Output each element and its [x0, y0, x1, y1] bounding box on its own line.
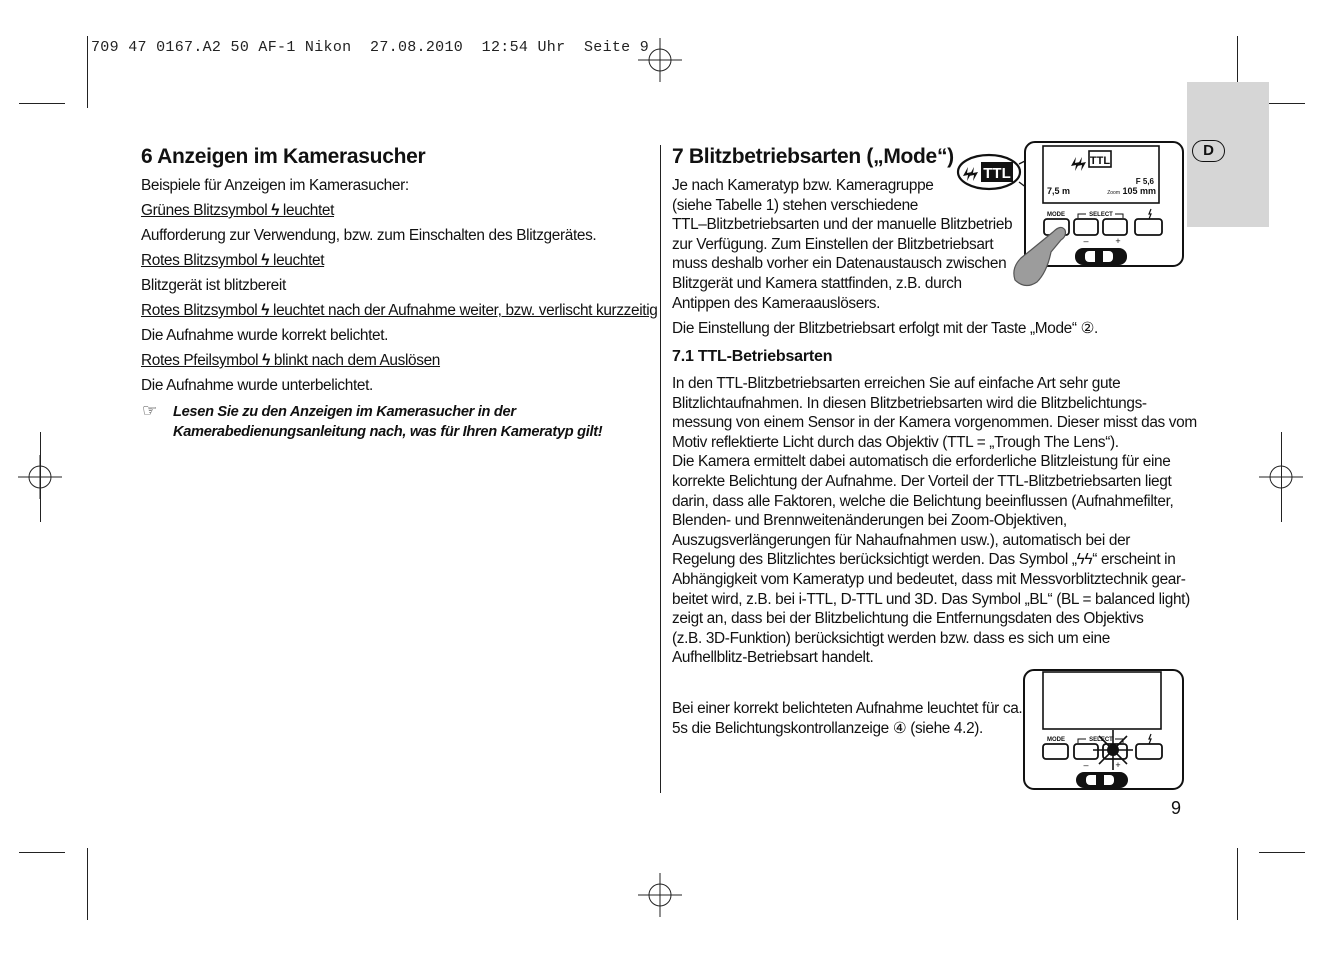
flash-button — [1135, 219, 1162, 235]
lcd-zoom-value: 105 mm — [1122, 186, 1156, 196]
lcd-aperture: F 5,6 — [1135, 177, 1154, 186]
language-badge: D — [1192, 140, 1225, 162]
arrow-bolt-icon: ϟ — [262, 352, 270, 369]
exposure-check-lamp — [1107, 744, 1119, 756]
flash-button — [1136, 744, 1162, 759]
flash-panel-illustration-bottom — [1022, 668, 1186, 792]
section7-title: 7 Blitzbetriebsarten („Mode“) — [672, 145, 954, 168]
section6-title: 6 Anzeigen im Kamerasucher — [141, 145, 426, 168]
lcd-zoom-label: Zoom — [1107, 190, 1120, 196]
exposure-check-text: Bei einer korrekt belichteten Aufnahme leuchtet für ca. 5s die Belichtungskontrollanzeige ④ (siehe 4.2). — [672, 700, 1023, 737]
indicator-desc-green-bolt: Aufforderung zur Verwendung, bzw. zum Einschalten des Blitzgerätes. — [141, 227, 597, 244]
lcd-distance: 7,5 m — [1047, 186, 1071, 196]
print-header: 709 47 0167.A2 50 AF-1 Nikon 27.08.2010 12:54 Uhr Seite 9 — [91, 39, 650, 56]
section7-intro: Je nach Kameratyp bzw. Kameragruppe (siehe Tabelle 1) stehen verschiedene TTL–Blitzbetriebsarten und der manuelle Blitzbetrieb zur Verfügung. Zum Einstellen der Blitzbetriebsart muss deshalb vorher ein Datenaustausch zwischen Blitzgerät und Kamera stattfinden, z.B. durch Antippen des Kameraauslösers. — [672, 177, 1013, 312]
indicator-desc-red-arrow: Die Aufnahme wurde unterbelichtet. — [141, 377, 373, 394]
indicator-heading-green-bolt: Grünes Blitzsymbol ϟ leuchtet — [141, 202, 335, 219]
lcd-display — [1043, 672, 1161, 729]
registration-mark-top — [638, 38, 682, 82]
lcd-mode-text: TTL — [1089, 155, 1111, 167]
mode-button — [1043, 744, 1068, 759]
section6-intro: Beispiele für Anzeigen im Kamerasucher: — [141, 177, 409, 194]
svg-text:–: – — [1083, 760, 1089, 770]
bolt-icon: ϟ — [271, 202, 279, 219]
note-line-2: Kamerabedienungsanleitung nach, was für Ihren Kameratyp gilt! — [173, 424, 603, 440]
mode-label: MODE — [1047, 737, 1065, 743]
svg-text:–: – — [1083, 236, 1089, 246]
pointing-hand-icon: ☞ — [142, 401, 158, 420]
select-label: SELECT — [1089, 737, 1113, 743]
mode-label: MODE — [1047, 212, 1065, 218]
page-number: 9 — [1171, 798, 1182, 818]
flash-panel-illustration-top — [955, 140, 1187, 290]
select-label: SELECT — [1089, 212, 1113, 218]
subsection-title-ttl: 7.1 TTL-Betriebsarten — [672, 348, 833, 365]
column-divider — [660, 145, 661, 793]
minus-button — [1074, 219, 1098, 235]
bolt-icon: ϟ — [261, 252, 270, 269]
registration-mark-bottom — [638, 873, 682, 917]
mode-button-instruction: Die Einstellung der Blitzbetriebsart erfolgt mit der Taste „Mode“ ②. — [672, 320, 1098, 337]
indicator-heading-red-bolt-after: Rotes Blitzsymbol ϟ leuchtet nach der Aufnahme weiter, bzw. verlischt kurzzeitig — [141, 302, 658, 319]
ttl-callout-text: TTL — [983, 165, 1011, 182]
svg-text:+: + — [1115, 236, 1121, 246]
minus-button — [1074, 744, 1098, 759]
indicator-heading-red-arrow: Rotes Pfeilsymbol ϟ blinkt nach dem Auslösen — [141, 352, 441, 369]
indicator-heading-red-bolt: Rotes Blitzsymbol ϟ leuchtet — [141, 252, 325, 269]
svg-text:+: + — [1115, 760, 1121, 770]
ttl-body-text: In den TTL-Blitzbetriebsarten erreichen Sie auf einfache Art sehr gute Blitzlichtaufnahmen. In diesen Blitzbetriebsarten wird die Blitzbelichtungs- messung von einem Sensor in der Kamera vorgenommen. Dieser misst das vom Motiv reflektierte Licht durch das Objektiv (TTL = „Trough The Lens“). Die Kamera ermittelt dabei automatisch die erforderliche Blitzleistung für eine korrekte Belichtung der Aufnahme. Der Vorteil der TTL-Blitzbetriebsarten liegt darin, dass alle Faktoren, welche die Belichtung beeinflussen (Aufnahmefilter, Blenden- und Brennweitenänderungen bei Zoom-Objektiven, Auszugsverlängerungen für Nahaufnahmen usw.), automatisch bei der Regelung des Blitzlichtes berücksichtigt werden. Das Symbol „ϟϟ“ erscheint in Abhängigkeit vom Kameratyp und bedeutet, dass mit Messvorblitztechnik gear- beitet wird, z.B. bei i-TTL, D-TTL und 3D. Das Symbol „BL“ (BL = balanced light) zeigt an, dass bei der Blitzbelichtung die Entfernungsdaten des Objektivs (z.B. 3D-Funktion) berücksichtigt werden bzw. dass es sich um eine Aufhellblitz-Betriebsart handelt. — [672, 375, 1197, 667]
indicator-desc-red-bolt: Blitzgerät ist blitzbereit — [141, 277, 286, 294]
plus-button — [1103, 219, 1127, 235]
bolt-icon: ϟ — [261, 302, 270, 319]
note-line-1: Lesen Sie zu den Anzeigen im Kamerasucher in der — [173, 404, 516, 420]
indicator-desc-red-bolt-after: Die Aufnahme wurde korrekt belichtet. — [141, 327, 389, 344]
